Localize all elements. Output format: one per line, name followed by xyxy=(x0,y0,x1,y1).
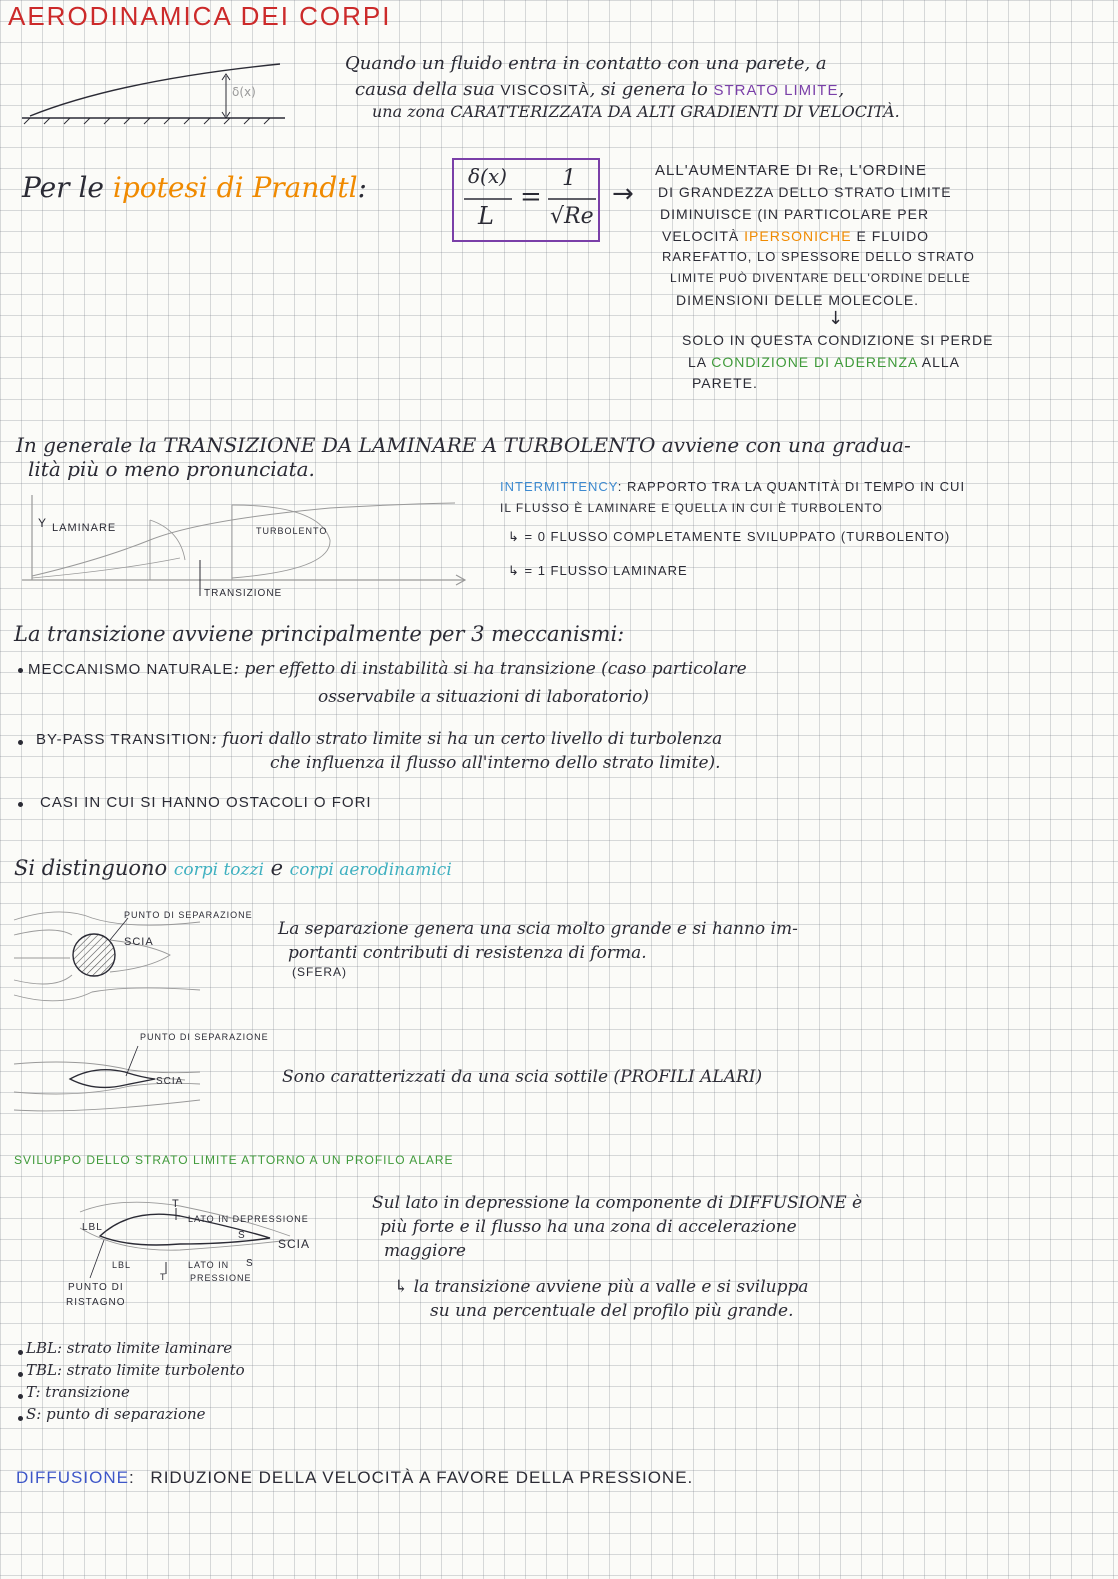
page-title: AERODINAMICA DEI CORPI xyxy=(8,1,392,31)
prandtl-note-3: DIMINUISCE (IN PARTICOLARE PER xyxy=(660,206,930,222)
adherence-term: CONDIZIONE DI ADERENZA xyxy=(711,354,918,370)
legend-bullet-1 xyxy=(18,1350,23,1355)
intro-line-2e: , xyxy=(838,79,845,100)
diag-transition-label: TRANSIZIONE xyxy=(204,588,283,599)
blunt-bodies-term: corpi tozzi xyxy=(173,860,264,880)
aero-bodies-term: corpi aerodinamici xyxy=(289,860,452,880)
formula-den: L xyxy=(478,202,494,230)
airfoil-ristagno-2: RISTAGNO xyxy=(66,1297,126,1308)
airfoil-text-3: maggiore xyxy=(384,1241,466,1261)
mechanism-2-desc: : fuori dallo strato limite si ha un certo livello di turbolenza xyxy=(211,729,723,749)
prandtl-note-1: ALL'AUMENTARE DI Re, L'ORDINE xyxy=(655,162,928,179)
airfoil-lato-pre-2: PRESSIONE xyxy=(190,1273,252,1283)
condition-line-2c: ALLA xyxy=(917,354,960,370)
aero-text: Sono caratterizzati da una scia sottile (PROFILI ALARI) xyxy=(282,1067,763,1087)
intermittency-term: INTERMITTENCY xyxy=(500,479,618,494)
sphere-wake-label: SCIA xyxy=(124,936,154,948)
legend-s: S: punto di separazione xyxy=(26,1405,206,1423)
formula-num: δ(x) xyxy=(468,164,507,188)
viscosity-term: VISCOSITÀ xyxy=(500,82,590,99)
boundary-layer-term: STRATO LIMITE xyxy=(713,82,839,99)
airfoil-heading: SVILUPPO DELLO STRATO LIMITE ATTORNO A UN PROFILO ALARE xyxy=(14,1153,454,1167)
airfoil-text-1: Sul lato in depressione la componente di DIFFUSIONE è xyxy=(372,1193,863,1213)
prandtl-note-4c: E FLUIDO xyxy=(851,228,930,244)
intro-line-2a: causa della sua xyxy=(355,79,501,100)
mechanism-2-line-2: che influenza il flusso all'interno dello strato limite). xyxy=(270,753,721,773)
legend-bullet-2 xyxy=(18,1372,23,1377)
airfoil-wake-label: SCIA xyxy=(156,1076,184,1087)
transition-line-2: lità più o meno pronunciata. xyxy=(28,457,315,481)
condition-line-3: PARETE. xyxy=(692,375,758,391)
prandtl-note-4a: VELOCITÀ xyxy=(662,228,745,244)
mechanisms-lead: La transizione avviene principalmente per 3 meccanismi: xyxy=(14,622,625,646)
formula-rhs-num: 1 xyxy=(562,166,576,191)
airfoil-lbl-upper: LBL xyxy=(82,1222,103,1233)
mechanism-1-term: MECCANISMO NATURALE xyxy=(28,661,234,678)
transition-line-1: In generale la TRANSIZIONE DA LAMINARE A TURBOLENTO avviene con una gradua- xyxy=(16,433,911,457)
prandtl-note-6: LIMITE PUÒ DIVENTARE DELL'ORDINE DELLE xyxy=(670,271,971,285)
legend-bullet-4 xyxy=(18,1416,23,1421)
formula-arrow: → xyxy=(612,179,634,209)
delta-label: δ(x) xyxy=(232,85,256,99)
prandtl-note-2: DI GRANDEZZA DELLO STRATO LIMITE xyxy=(658,184,952,200)
mechanism-2-term: BY-PASS TRANSITION xyxy=(36,731,212,748)
prandtl-hypothesis: ipotesi di Prandtl xyxy=(112,171,358,204)
intermittency-line-2: IL FLUSSO È LAMINARE E QUELLA IN CUI È TURBOLENTO xyxy=(500,501,883,515)
formula-eq: = xyxy=(520,182,542,212)
prandtl-lead-a: Per le xyxy=(22,171,113,204)
airfoil-scia: SCIA xyxy=(278,1237,311,1251)
blunt-text-2: portanti contributi di resistenza di forma. xyxy=(288,943,647,963)
airfoil-s-lower: S xyxy=(246,1258,254,1269)
hypersonic-term: IPERSONICHE xyxy=(744,228,852,244)
legend-tbl: TBL: strato limite turbolento xyxy=(26,1361,245,1379)
blunt-text-1: La separazione genera una scia molto grande e si hanno im- xyxy=(278,919,798,939)
airfoil-s-upper: S xyxy=(238,1230,246,1241)
diffusion-term: DIFFUSIONE xyxy=(16,1468,129,1487)
prandtl-note-7: DIMENSIONI DELLE MOLECOLE. xyxy=(676,292,920,308)
down-arrow: ↓ xyxy=(828,308,844,329)
sphere-sep-point-label: PUNTO DI SEPARAZIONE xyxy=(124,910,253,920)
airfoil-lato-dep: LATO IN DEPRESSIONE xyxy=(188,1214,309,1224)
legend-t: T: transizione xyxy=(26,1383,130,1401)
bodies-lead-c: e xyxy=(263,856,290,880)
intermittency-def: : RAPPORTO TRA LA QUANTITÀ DI TEMPO IN CUI xyxy=(617,479,966,494)
diffusion-line xyxy=(16,1468,693,1488)
prandtl-lead-c: : xyxy=(357,171,367,204)
condition-line-1: SOLO IN QUESTA CONDIZIONE SI PERDE xyxy=(682,332,994,348)
prandtl-note-5: RAREFATTO, LO SPESSORE DELLO STRATO xyxy=(662,249,975,264)
airfoil-t-upper: T xyxy=(172,1198,180,1210)
condition-line-2a: LA xyxy=(688,354,712,370)
airfoil-sep-point-label: PUNTO DI SEPARAZIONE xyxy=(140,1032,269,1042)
blunt-text-3: (SFERA) xyxy=(292,965,347,979)
airfoil-text-4: ↳ la transizione avviene più a valle e si sviluppa xyxy=(394,1277,809,1297)
intro-line-1: Quando un fluido entra in contatto con una parete, a xyxy=(345,53,827,74)
airfoil-t-lower: T xyxy=(160,1272,167,1282)
airfoil-ristagno-1: PUNTO DI xyxy=(68,1282,124,1293)
mechanism-1-line-2: osservabile a situazioni di laboratorio) xyxy=(318,687,650,707)
airfoil-text-5: su una percentuale del profilo più grande. xyxy=(430,1301,794,1321)
diag-laminar-label: LAMINARE xyxy=(52,522,117,534)
legend-lbl: LBL: strato limite laminare xyxy=(26,1339,233,1357)
diag-turbulent-label: TURBOLENTO xyxy=(256,526,328,536)
intro-line-3: una zona CARATTERIZZATA DA ALTI GRADIENTI DI VELOCITÀ. xyxy=(372,102,900,121)
diffusion-colon: : xyxy=(128,1468,135,1487)
legend-bullet-3 xyxy=(18,1394,23,1399)
airfoil-lbl-lower: LBL xyxy=(112,1260,132,1270)
formula-rhs-den: √Re xyxy=(550,204,594,229)
mechanism-3: CASI IN CUI SI HANNO OSTACOLI O FORI xyxy=(40,794,372,811)
diffusion-text: RIDUZIONE DELLA VELOCITÀ A FAVORE DELLA PRESSIONE. xyxy=(150,1468,694,1487)
intermittency-case-1: ↳ = 1 FLUSSO LAMINARE xyxy=(508,563,688,578)
mechanism-1-desc: : per effetto di instabilità si ha transizione (caso particolare xyxy=(233,659,747,679)
intro-line-2c: , si genera lo xyxy=(589,79,714,100)
diag-y-label: Y xyxy=(38,516,48,530)
airfoil-text-2: più forte e il flusso ha una zona di accelerazione xyxy=(380,1217,797,1237)
intermittency-case-0: ↳ = 0 FLUSSO COMPLETAMENTE SVILUPPATO (TURBOLENTO) xyxy=(508,529,951,544)
bodies-lead-a: Si distinguono xyxy=(14,856,174,880)
airfoil-lato-pre-1: LATO IN xyxy=(188,1260,230,1270)
